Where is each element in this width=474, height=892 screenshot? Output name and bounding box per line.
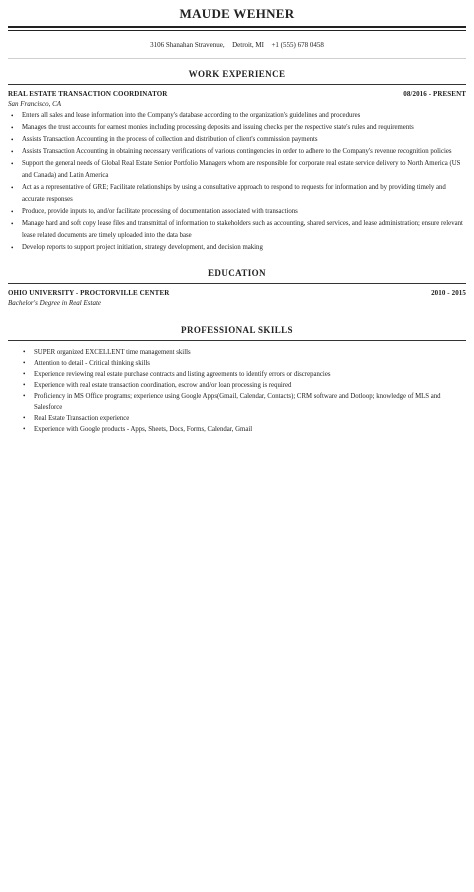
list-item: • Real Estate Transaction experience	[32, 413, 466, 424]
degree-name: Bachelor's Degree in Real Estate	[8, 299, 101, 307]
education-dates: 2010 - 2015	[431, 289, 466, 297]
section-divider	[8, 340, 466, 341]
list-item: • Support the general needs of Global Real Estate Senior Portfolio Managers whom are responsible for corporate real estate service delivery to North America (US and Canada) and Latin America	[20, 158, 466, 182]
list-item: • Enters all sales and lease information into the Company's database according to the organization's guidelines and procedures	[20, 110, 466, 122]
header-divider	[8, 26, 466, 31]
skills-list	[8, 347, 466, 435]
contact-divider	[8, 58, 466, 59]
list-item: • Experience reviewing real estate purchase contracts and listing agreements to identify errors or discrepancies	[32, 369, 466, 380]
section-divider	[8, 283, 466, 284]
list-item: • Experience with real estate transaction coordination, escrow and/or loan processing is required	[32, 380, 466, 391]
contact-line	[8, 40, 466, 50]
skills-section	[8, 324, 466, 435]
section-divider	[8, 84, 466, 85]
contact-address: 3106 Shanahan Stravenue,	[150, 41, 225, 49]
candidate-name: MAUDE WEHNER	[179, 6, 295, 21]
list-item: • Experience with Google products - Apps, Sheets, Docs, Forms, Calendar, Gmail	[32, 424, 466, 435]
job-title: REAL ESTATE TRANSACTION COORDINATOR	[8, 90, 168, 98]
list-item: • Manages the trust accounts for earnest monies including processing deposits and issuing checks per the respective state's rules and requirements	[20, 122, 466, 134]
education-header	[8, 288, 466, 298]
school-name: OHIO UNIVERSITY - PROCTORVILLE CENTER	[8, 289, 170, 297]
job-header	[8, 89, 466, 99]
list-item: • Produce, provide inputs to, and/or facilitate processing of documentation associated with transactions	[20, 206, 466, 218]
list-item: • Attention to detail - Critical thinking skills	[32, 358, 466, 369]
section-title-skills: PROFESSIONAL SKILLS	[181, 325, 293, 335]
resume-page	[8, 0, 466, 435]
job-dates: 08/2016 - PRESENT	[403, 90, 466, 98]
list-item: • Proficiency in MS Office programs; experience using Google Apps(Gmail, Calendar, Contacts); CRM software and Dotloop; knowledge of MLS and Salesforce	[32, 391, 466, 413]
contact-phone: +1 (555) 678 0458	[271, 41, 324, 49]
list-item: • Manage hard and soft copy lease files and transmittal of information to stakeholders such as accounting, shared services, and lease administration; ensure relevant lease related documents are timely uploaded into the data base	[20, 218, 466, 242]
section-title-education: EDUCATION	[208, 268, 266, 278]
list-item: • Assists Transaction Accounting in the process of collection and distribution of client's commission payments	[20, 134, 466, 146]
list-item: • Develop reports to support project initiation, strategy development, and decision making	[20, 242, 466, 254]
job-bullets	[8, 110, 466, 254]
contact-city: Detroit, MI	[232, 41, 264, 49]
list-item: • SUPER organized EXCELLENT time management skills	[32, 347, 466, 358]
work-experience-section	[8, 68, 466, 254]
list-item: • Act as a representative of GRE; Facilitate relationships by using a consultative approach to respond to requests for information and by providing timely and accurate responses	[20, 182, 466, 206]
section-title-work: WORK EXPERIENCE	[188, 69, 286, 79]
education-section	[8, 267, 466, 308]
list-item: • Assists Transaction Accounting in obtaining necessary verifications of various contingencies in order to adhere to the Company's revenue recognition policies	[20, 146, 466, 158]
job-location: San Francisco, CA	[8, 100, 62, 108]
